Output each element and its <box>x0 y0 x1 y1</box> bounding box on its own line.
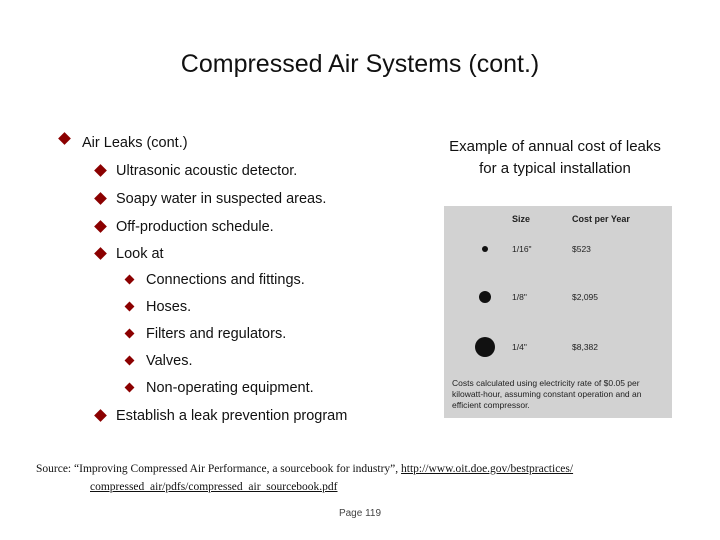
slide-title: Compressed Air Systems (cont.) <box>180 50 540 78</box>
bullet-icon <box>94 409 107 422</box>
leak-dot-large <box>475 337 495 357</box>
sub-item: Off-production schedule. <box>116 219 274 235</box>
leak-cost-figure <box>444 206 672 418</box>
figure-caption: Example of annual cost of leaks for a typical installation <box>449 138 661 177</box>
sub-item: Look at <box>116 246 164 262</box>
sub-item: Soapy water in suspected areas. <box>116 191 327 207</box>
size-value: 1/4" <box>512 342 527 352</box>
sub-item-last: Establish a leak prevention program <box>116 408 348 424</box>
look-at-item: Filters and regulators. <box>146 326 287 342</box>
bullet-icon <box>94 164 107 177</box>
bullet-icon <box>125 383 135 393</box>
size-header: Size <box>512 214 531 224</box>
figure-note: Costs calculated using electricity rate of $0.05 per kilowatt-hour, assuming constant operation and an efficient compressor. <box>452 378 642 410</box>
source-link-continued[interactable]: compressed_air/pdfs/compressed_air_sourcebook.pdf <box>90 481 338 493</box>
bullet-icon <box>125 302 135 312</box>
main-bullet-text: Air Leaks (cont.) <box>82 135 188 151</box>
sub-item: Ultrasonic acoustic detector. <box>116 163 298 179</box>
page-number: Page 119 <box>338 508 382 519</box>
bullet-icon <box>125 275 135 285</box>
cost-value: $523 <box>572 244 591 254</box>
leak-dot-small <box>482 246 488 252</box>
cost-value: $8,382 <box>572 342 598 352</box>
source-citation <box>36 460 656 496</box>
size-value: 1/8" <box>512 292 527 302</box>
bullet-icon <box>125 329 135 339</box>
bullet-icon <box>58 132 71 145</box>
size-value: 1/16" <box>512 244 532 254</box>
look-at-item: Valves. <box>146 353 193 369</box>
look-at-item: Non-operating equipment. <box>146 380 314 396</box>
bullet-icon <box>94 220 107 233</box>
source-link[interactable]: http://www.oit.doe.gov/bestpractices/ <box>401 463 574 475</box>
bullet-icon <box>94 192 107 205</box>
cost-value: $2,095 <box>572 292 598 302</box>
look-at-item: Hoses. <box>146 299 192 315</box>
source-prefix: Source: “Improving Compressed Air Performance, a sourcebook for industry”, <box>36 463 402 475</box>
bullet-icon <box>94 247 107 260</box>
leak-dot-medium <box>479 291 491 303</box>
cost-header: Cost per Year <box>572 214 630 224</box>
bullet-icon <box>125 356 135 366</box>
look-at-item: Connections and fittings. <box>146 272 305 288</box>
